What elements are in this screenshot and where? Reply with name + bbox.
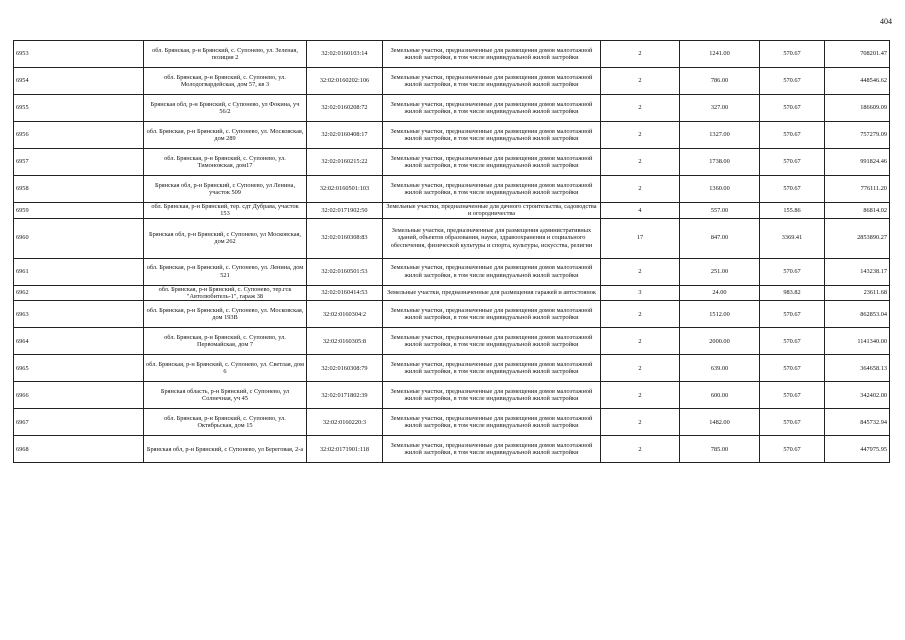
use-code-cell: 2 xyxy=(601,95,680,122)
specific-value-cell: 3369.41 xyxy=(760,218,825,258)
land-use-cell: Земельные участки, предназначенные для дачного строительства, садоводства и огородничества xyxy=(383,203,601,219)
address-cell: обл. Брянская, р-н Брянский, тер. сдт Дубрава, участок 153 xyxy=(144,203,307,219)
row-number: 6960 xyxy=(14,218,144,258)
area-cell: 327.00 xyxy=(680,95,760,122)
row-number: 6961 xyxy=(14,258,144,285)
area-cell: 251.00 xyxy=(680,258,760,285)
use-code-cell: 2 xyxy=(601,382,680,409)
area-cell: 600.00 xyxy=(680,382,760,409)
cadastral-number-cell: 32:02:0160414:53 xyxy=(307,285,383,301)
table-row xyxy=(14,436,890,463)
address-cell: Брянская обл, р-н Брянский, с Супонево, ул Ленина, участок 509 xyxy=(144,176,307,203)
use-code-cell: 2 xyxy=(601,436,680,463)
cadastral-number-cell: 32:02:0160208:72 xyxy=(307,95,383,122)
cadastral-value-cell: 862853.04 xyxy=(825,301,890,328)
cadastral-value-cell: 186609.09 xyxy=(825,95,890,122)
specific-value-cell: 155.86 xyxy=(760,203,825,219)
cadastral-number-cell: 32:02:0160501:53 xyxy=(307,258,383,285)
address-cell: обл. Брянская, р-н Брянский, с. Супонево, ул. Светлая, дом 6 xyxy=(144,355,307,382)
area-cell: 785.00 xyxy=(680,436,760,463)
specific-value-cell: 570.67 xyxy=(760,382,825,409)
cadastral-value-cell: 757279.09 xyxy=(825,122,890,149)
cadastral-value-cell: 86814.02 xyxy=(825,203,890,219)
cadastral-value-cell: 447975.95 xyxy=(825,436,890,463)
land-registry-table xyxy=(13,40,890,463)
specific-value-cell: 570.67 xyxy=(760,68,825,95)
address-cell: обл. Брянская, р-н Брянский, с. Супонево, ул. Тимоновская, дом17 xyxy=(144,149,307,176)
address-cell: Брянская обл, р-н Брянский, с Супонево, ул Московская, дом 262 xyxy=(144,218,307,258)
specific-value-cell: 570.67 xyxy=(760,301,825,328)
specific-value-cell: 570.67 xyxy=(760,409,825,436)
use-code-cell: 17 xyxy=(601,218,680,258)
row-number: 6957 xyxy=(14,149,144,176)
area-cell: 1360.00 xyxy=(680,176,760,203)
row-number: 6958 xyxy=(14,176,144,203)
row-number: 6959 xyxy=(14,203,144,219)
area-cell: 1738.00 xyxy=(680,149,760,176)
area-cell: 1327.00 xyxy=(680,122,760,149)
row-number: 6966 xyxy=(14,382,144,409)
use-code-cell: 2 xyxy=(601,328,680,355)
cadastral-number-cell: 32:02:0171902:50 xyxy=(307,203,383,219)
table-row xyxy=(14,218,890,258)
specific-value-cell: 983.82 xyxy=(760,285,825,301)
cadastral-number-cell: 32:02:0160308:83 xyxy=(307,218,383,258)
specific-value-cell: 570.67 xyxy=(760,95,825,122)
use-code-cell: 2 xyxy=(601,68,680,95)
table-row xyxy=(14,203,890,219)
row-number: 6967 xyxy=(14,409,144,436)
area-cell: 2000.00 xyxy=(680,328,760,355)
use-code-cell: 2 xyxy=(601,258,680,285)
cadastral-number-cell: 32:02:0160220:3 xyxy=(307,409,383,436)
address-cell: обл. Брянская, р-н Брянский, с. Супонево, ул. Первомайская, дом 7 xyxy=(144,328,307,355)
row-number: 6955 xyxy=(14,95,144,122)
land-use-cell: Земельные участки, предназначенные для размещения домов малоэтажной жилой застройки, в том числе индивидуальной жилой застройки xyxy=(383,382,601,409)
table-row xyxy=(14,382,890,409)
table-row xyxy=(14,41,890,68)
land-use-cell: Земельные участки, предназначенные для размещения домов малоэтажной жилой застройки, в том числе индивидуальной жилой застройки xyxy=(383,122,601,149)
land-use-cell: Земельные участки, предназначенные для размещения домов малоэтажной жилой застройки, в том числе индивидуальной жилой застройки xyxy=(383,328,601,355)
land-use-cell: Земельные участки, предназначенные для размещения домов малоэтажной жилой застройки, в том числе индивидуальной жилой застройки xyxy=(383,409,601,436)
cadastral-value-cell: 448546.62 xyxy=(825,68,890,95)
table-row xyxy=(14,122,890,149)
area-cell: 1241.00 xyxy=(680,41,760,68)
row-number: 6968 xyxy=(14,436,144,463)
table-row xyxy=(14,258,890,285)
cadastral-number-cell: 32:02:0160501:103 xyxy=(307,176,383,203)
land-use-cell: Земельные участки, предназначенные для размещения домов малоэтажной жилой застройки, в том числе индивидуальной жилой застройки xyxy=(383,258,601,285)
table-row xyxy=(14,68,890,95)
area-cell: 786.00 xyxy=(680,68,760,95)
row-number: 6954 xyxy=(14,68,144,95)
use-code-cell: 2 xyxy=(601,41,680,68)
cadastral-value-cell: 708201.47 xyxy=(825,41,890,68)
specific-value-cell: 570.67 xyxy=(760,436,825,463)
area-cell: 639.00 xyxy=(680,355,760,382)
specific-value-cell: 570.67 xyxy=(760,149,825,176)
address-cell: Брянская обл, р-н Брянский, с Супонево, ул Фокина, уч 56/2 xyxy=(144,95,307,122)
specific-value-cell: 570.67 xyxy=(760,328,825,355)
cadastral-value-cell: 991824.46 xyxy=(825,149,890,176)
row-number: 6956 xyxy=(14,122,144,149)
cadastral-number-cell: 32:02:0171901:118 xyxy=(307,436,383,463)
address-cell: Брянская обл, р-н Брянский, с Супонево, ул Береговая, 2-а xyxy=(144,436,307,463)
cadastral-number-cell: 32:02:0160215:22 xyxy=(307,149,383,176)
table-row xyxy=(14,285,890,301)
use-code-cell: 2 xyxy=(601,301,680,328)
cadastral-number-cell: 32:02:0160308:79 xyxy=(307,355,383,382)
cadastral-number-cell: 32:02:0160202:106 xyxy=(307,68,383,95)
land-use-cell: Земельные участки, предназначенные для размещения домов малоэтажной жилой застройки, в том числе индивидуальной жилой застройки xyxy=(383,176,601,203)
land-use-cell: Земельные участки, предназначенные для размещения домов малоэтажной жилой застройки, в том числе индивидуальной жилой застройки xyxy=(383,436,601,463)
address-cell: обл. Брянская, р-н Брянский, с. Супонево, ул. Ленина, дом 521 xyxy=(144,258,307,285)
cadastral-value-cell: 342402.00 xyxy=(825,382,890,409)
cadastral-number-cell: 32:02:0160305:8 xyxy=(307,328,383,355)
land-use-cell: Земельные участки, предназначенные для размещения домов малоэтажной жилой застройки, в том числе индивидуальной жилой застройки xyxy=(383,355,601,382)
area-cell: 557.00 xyxy=(680,203,760,219)
table-row xyxy=(14,355,890,382)
address-cell: обл. Брянская, р-н Брянский, с. Супонево, ул. Молодогвардейская, дом 57, кв 3 xyxy=(144,68,307,95)
row-number: 6953 xyxy=(14,41,144,68)
specific-value-cell: 570.67 xyxy=(760,355,825,382)
row-number: 6963 xyxy=(14,301,144,328)
land-use-cell: Земельные участки, предназначенные для размещения гаражей и автостоянок xyxy=(383,285,601,301)
cadastral-value-cell: 2853890.27 xyxy=(825,218,890,258)
table-row xyxy=(14,328,890,355)
cadastral-number-cell: 32:02:0171802:39 xyxy=(307,382,383,409)
area-cell: 847.00 xyxy=(680,218,760,258)
land-use-cell: Земельные участки, предназначенные для размещения домов малоэтажной жилой застройки, в том числе индивидуальной жилой застройки xyxy=(383,301,601,328)
address-cell: Брянская область, р-н Брянский, с Супонево, ул Солнечная, уч 45 xyxy=(144,382,307,409)
cadastral-value-cell: 1141340.00 xyxy=(825,328,890,355)
land-use-cell: Земельные участки, предназначенные для размещения домов малоэтажной жилой застройки, в том числе индивидуальной жилой застройки xyxy=(383,41,601,68)
cadastral-value-cell: 23611.68 xyxy=(825,285,890,301)
specific-value-cell: 570.67 xyxy=(760,176,825,203)
specific-value-cell: 570.67 xyxy=(760,258,825,285)
table-row xyxy=(14,176,890,203)
land-use-cell: Земельные участки, предназначенные для размещения домов малоэтажной жилой застройки, в том числе индивидуальной жилой застройки xyxy=(383,149,601,176)
row-number: 6965 xyxy=(14,355,144,382)
row-number: 6964 xyxy=(14,328,144,355)
use-code-cell: 2 xyxy=(601,149,680,176)
use-code-cell: 4 xyxy=(601,203,680,219)
cadastral-value-cell: 143238.17 xyxy=(825,258,890,285)
table-row xyxy=(14,409,890,436)
area-cell: 1512.00 xyxy=(680,301,760,328)
table-row xyxy=(14,149,890,176)
row-number: 6962 xyxy=(14,285,144,301)
specific-value-cell: 570.67 xyxy=(760,41,825,68)
cadastral-value-cell: 845732.94 xyxy=(825,409,890,436)
page-number: 404 xyxy=(880,17,892,26)
use-code-cell: 2 xyxy=(601,122,680,149)
land-use-cell: Земельные участки, предназначенные для размещения домов малоэтажной жилой застройки, в том числе индивидуальной жилой застройки xyxy=(383,68,601,95)
cadastral-value-cell: 776111.20 xyxy=(825,176,890,203)
address-cell: обл. Брянская, р-н Брянский, с. Супонево, тер.гск "Автолюбитель-1", гараж 38 xyxy=(144,285,307,301)
table-row xyxy=(14,301,890,328)
land-use-cell: Земельные участки, предназначенные для размещения домов малоэтажной жилой застройки, в том числе индивидуальной жилой застройки xyxy=(383,95,601,122)
land-use-cell: Земельные участки, предназначенные для размещения административных зданий, объектов образования, науки, здравоохранения и социального обеспечения, физической культуры и спорта, культуры, искусства, религии xyxy=(383,218,601,258)
cadastral-number-cell: 32:02:0160103:14 xyxy=(307,41,383,68)
use-code-cell: 2 xyxy=(601,409,680,436)
cadastral-number-cell: 32:02:0160408:17 xyxy=(307,122,383,149)
specific-value-cell: 570.67 xyxy=(760,122,825,149)
cadastral-number-cell: 32:02:0160304:2 xyxy=(307,301,383,328)
address-cell: обл. Брянская, р-н Брянский, с. Супонево, ул. Московская, дом 193В xyxy=(144,301,307,328)
address-cell: обл. Брянская, р-н Брянский, с. Супонево, ул. Зеленая, позиция 2 xyxy=(144,41,307,68)
use-code-cell: 2 xyxy=(601,176,680,203)
area-cell: 1482.00 xyxy=(680,409,760,436)
use-code-cell: 3 xyxy=(601,285,680,301)
use-code-cell: 2 xyxy=(601,355,680,382)
area-cell: 24.00 xyxy=(680,285,760,301)
cadastral-value-cell: 364658.13 xyxy=(825,355,890,382)
table-row xyxy=(14,95,890,122)
address-cell: обл. Брянская, р-н Брянский, с. Супонево, ул. Московская, дом 289 xyxy=(144,122,307,149)
address-cell: обл. Брянская, р-н Брянский, с. Супонево, ул. Октябрьская, дом 15 xyxy=(144,409,307,436)
